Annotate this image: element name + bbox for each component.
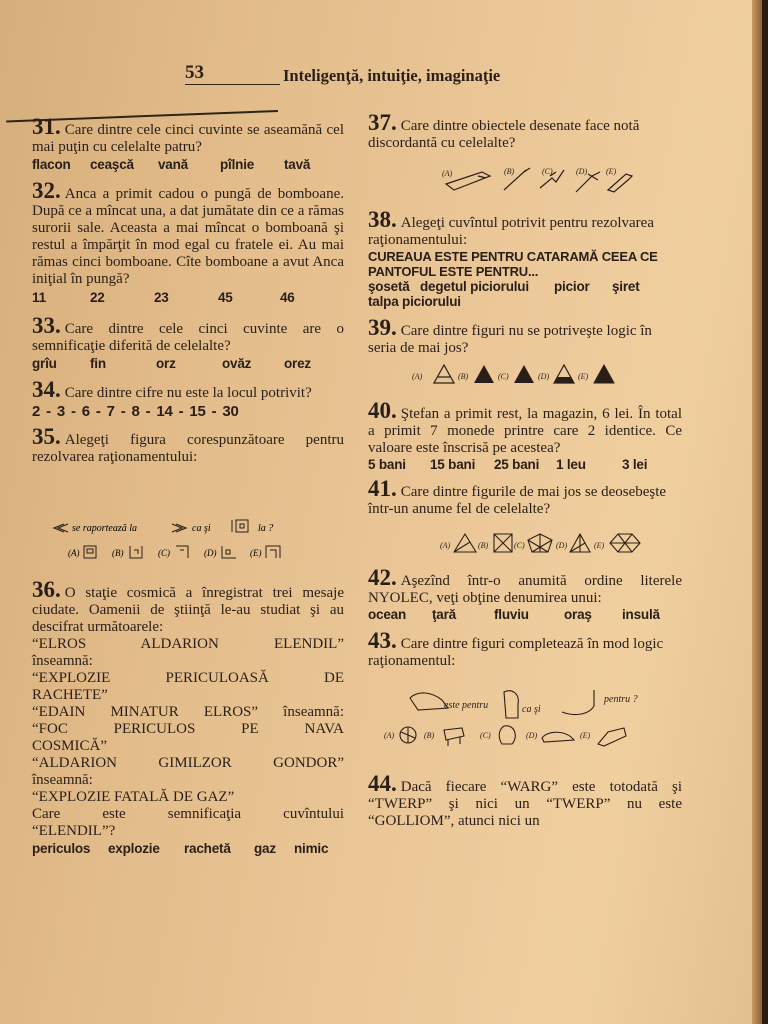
answer-option: 22 [90,290,105,305]
answer-option: 15 bani [430,457,476,472]
answer-option: degetul piciorului [420,279,529,294]
message-line: “ELENDIL”? [32,823,116,839]
answer-option: rachetă [184,841,231,856]
answer-options [32,841,344,856]
question-41 [368,476,682,567]
answer-option: talpa piciorului [368,294,461,309]
question-44 [368,771,682,830]
caption-text: la ? [258,523,274,534]
question-text: Care dintre cele cinci cuvinte se aseamănă cel mai puţin cu celelalte patru? [32,122,344,155]
message-line: “ELROS ALDARION ELENDIL” [32,636,344,652]
answer-option: 23 [154,290,169,305]
right-column [368,110,682,830]
answer-option: 11 [32,290,46,305]
double-chevron-right-icon [172,524,186,532]
option-label: (B) [112,548,124,558]
foot-icon [562,690,594,714]
question-text: Care dintre figuri completează în mod logic raţionamentul: [368,636,664,669]
caption-text: se raportează la [72,523,137,534]
pliers-icon [608,174,632,192]
message-lines [32,636,344,840]
option-label: (B) [504,167,515,176]
message-line: înseamnă: [32,772,93,788]
option-label: (C) [480,731,491,740]
question-number: 36. [32,577,61,602]
option-label: (C) [498,372,509,381]
option-c-icon [176,546,188,558]
question-42 [368,565,682,622]
question-36 [32,577,344,856]
page-number: 53 [185,62,204,83]
question-number: 33. [32,313,61,338]
bracket-square-icon [232,520,248,532]
question-number: 35. [32,424,61,449]
number-sequence: 2 - 3 - 6 - 7 - 8 - 14 - 15 - 30 [32,403,239,420]
answer-option: explozie [108,841,160,856]
option-label: (B) [458,372,469,381]
option-label: (D) [526,731,538,740]
option-d-icon [222,546,236,558]
option-label: (E) [578,372,589,381]
answer-options [368,457,682,472]
answer-options [368,279,682,294]
answer-option: 5 bani [368,457,406,472]
option-label: (A) [440,541,451,550]
option-label: (A) [442,169,453,178]
triangle-c-icon [514,365,534,383]
objects-figure [368,152,682,202]
message-line: “FOC PERICULOS PE NAVA [32,721,344,737]
analogy-figure-43 [368,670,682,770]
option-label: (C) [158,548,170,558]
question-text: Aşezînd într-o anumită ordine literele NYOLEC, veţi obţine denumirea unui: [368,573,682,606]
option-a-icon [84,546,96,558]
option-label: (C) [542,167,553,176]
question-number: 44. [368,771,397,796]
answer-option: pîlnie [220,157,255,172]
shape-d-icon [570,534,590,552]
question-text: Dacă fiecare “WARG” este totodată şi “TWERP” şi nici un “TWERP” nu este “GOLLIOM”, atunci nici un [368,779,682,829]
answer-option: gaz [254,841,276,856]
option-label: (D) [538,372,550,381]
answer-option: fin [90,356,106,371]
answer-options [32,290,344,305]
message-line: înseamnă: [32,653,93,669]
answer-options [368,607,682,622]
question-text: Alegeţi cuvîntul potrivit pentru rezolvarea raţionamentului: [368,215,654,248]
question-number: 38. [368,207,397,232]
answer-option: orez [284,356,311,371]
option-label: (D) [204,548,217,558]
glove-icon [504,691,518,718]
running-title: Inteligenţă, intuiţie, imaginaţie [283,66,501,85]
answer-option: ţară [432,607,456,622]
option-label: (D) [576,167,588,176]
message-line: COSMICĂ” [32,738,108,754]
shape-a-icon [454,534,476,552]
question-number: 41. [368,476,397,501]
answer-option: 46 [280,290,295,305]
question-number: 40. [368,398,397,423]
hat-icon [542,732,574,742]
question-number: 39. [368,315,397,340]
header-rule-short [185,84,280,85]
triangle-b-icon [474,365,494,383]
question-33 [32,313,344,371]
answer-option: tavă [284,157,311,172]
answer-option: ocean [368,607,407,622]
question-text: Ştefan a primit rest, la magazin, 6 lei. În total a primit 7 monede printre care 2 identice. Ce valoare este înscrisă pe acestea? [368,406,682,456]
question-38 [368,207,682,309]
answer-option: 25 bani [494,457,540,472]
option-label: (C) [514,541,525,550]
analogy-figure [32,466,344,576]
answer-option: şosetă [368,279,410,294]
answer-option: picior [554,279,590,294]
question-text: Care dintre cele cinci cuvinte are o semnificaţie diferită de celelalte? [32,321,344,354]
answer-option: 3 lei [622,457,648,472]
answer-option: ceaşcă [90,157,134,172]
option-label: (E) [250,548,262,558]
answer-option: 45 [218,290,233,305]
left-column [32,114,344,856]
question-number: 32. [32,178,61,203]
triangles-figure [368,357,682,391]
answer-option: ovăz [222,356,252,371]
question-37 [368,110,682,207]
question-number: 37. [368,110,397,135]
question-text: O staţie cosmică a înregistrat trei mesaje ciudate. Oamenii de ştiinţă le-au studiat şi au descifrat următoarele: [32,585,344,635]
shape-b-icon [494,534,512,552]
question-text: Care dintre cifre nu este la locul potrivit? [64,385,312,401]
question-number: 34. [32,377,61,402]
answer-option: flacon [32,157,71,172]
answer-options [32,356,344,371]
caption-text: este pentru [444,700,489,711]
option-label: (E) [594,541,605,550]
question-number: 42. [368,565,397,590]
triangle-e-icon [594,365,614,383]
bold-statement: PANTOFUL ESTE PENTRU... [368,264,539,279]
question-text: Anca a primit cadou o pungă de bomboane. După ce a mîncat una, a dat jumătate din ce a rămas surorii sale. Aceasta a mai mîncat o bomboană şi restul a împărţit în mod egal cu fratele ei. Au mai rămas cinci bomboane. Cîte bomboane a avut Anca iniţial în pungă? [32,186,344,287]
question-40 [368,398,682,472]
answer-option: insulă [622,607,660,622]
shape-e-icon [610,534,640,552]
question-43 [368,628,682,775]
question-39 [368,315,682,396]
book-spine-edge [752,0,762,1024]
message-line: “ALDARION GIMILZOR GONDOR” [32,755,344,771]
question-text: Care dintre figurile de mai jos se deosebeşte într-un anume fel de celelalte? [368,484,667,517]
answer-options [32,157,344,172]
question-34 [32,377,344,420]
option-b-icon [130,546,142,558]
answer-option: orz [156,356,176,371]
table-icon [444,728,464,746]
question-number: 43. [368,628,397,653]
option-label: (A) [68,548,80,558]
option-label: (A) [384,731,395,740]
option-label: (D) [556,541,568,550]
answer-option: periculos [32,841,91,856]
message-line: Care este semnificaţia cuvîntului [32,806,344,822]
answer-option: şiret [612,279,640,294]
triangle-a-icon [434,365,454,383]
shape-c-icon [528,534,552,552]
head-icon [499,726,515,744]
answer-option: oraş [564,607,592,622]
hand-icon [410,693,448,710]
double-chevron-left-icon [54,524,68,532]
option-label: (E) [580,731,591,740]
option-label: (E) [606,167,617,176]
question-35 [32,424,344,581]
page-header [0,58,762,108]
question-text: Care dintre figuri nu se potriveşte logic în seria de mai jos? [368,323,652,356]
option-label: (A) [412,372,423,381]
message-line: RACHETE” [32,687,108,703]
message-line: “EXPLOZIE FATALĂ DE GAZ” [32,789,235,805]
question-number: 31. [32,114,61,139]
question-text: Care dintre obiectele desenate face notă discordantă cu celelalte? [368,118,640,151]
answer-option: grîu [32,356,57,371]
caption-text: ca şi [522,704,541,715]
answer-option: fluviu [494,607,529,622]
option-label: (B) [424,731,435,740]
answer-option: 1 leu [556,457,586,472]
message-line: “EXPLOZIE PERICULOASĂ DE [32,670,344,686]
question-31 [32,114,344,172]
caption-text: pentru ? [604,694,638,705]
question-text: Alegeţi figura corespunzătoare pentru rezolvarea raţionamentului: [32,432,344,465]
answer-option: nimic [294,841,329,856]
message-line: “EDAIN MINATUR ELROS” înseamnă: [32,704,344,720]
saw-icon [446,172,490,190]
option-e-icon [266,546,280,558]
option-label: (B) [478,541,489,550]
bold-statement: CUREAUA ESTE PENTRU CATARAMĂ CEEA CE [368,249,658,264]
caption-text: ca şi [192,523,211,534]
shoe-icon [598,728,626,746]
question-32 [32,178,344,305]
answer-option: vană [158,157,188,172]
shapes-figure [368,518,682,562]
